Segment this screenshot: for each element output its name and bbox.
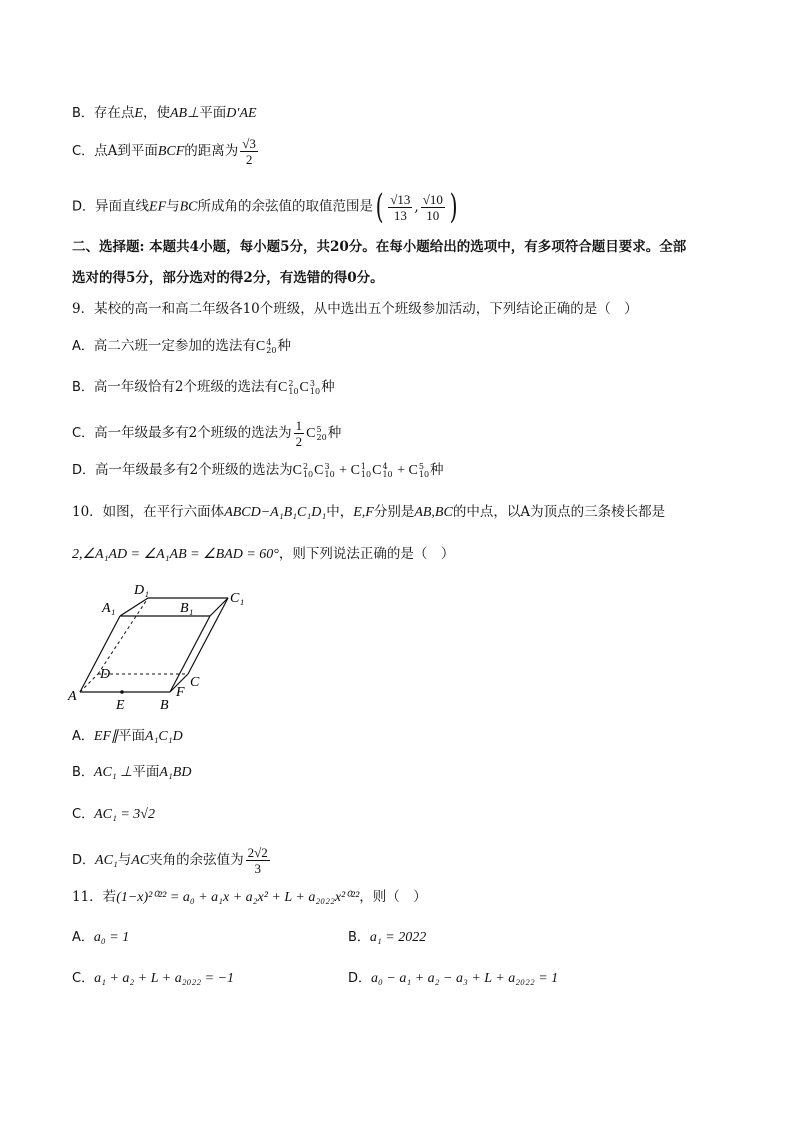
label-B1: B₁ xyxy=(180,601,194,616)
q10-stem-line2: 2,∠A₁AD = ∠A₁AB = ∠BAD = 60°，则下列说法正确的是（ ） xyxy=(72,546,455,562)
label-C1: C₁ xyxy=(230,591,245,606)
label-F: F xyxy=(176,685,185,700)
q9-option-d: D．高一年级最多有2个班级的选法为C 2 10 C 3 10 + C 1 10 C 4 10 + C 5 10 种 xyxy=(72,461,444,479)
q9-option-b: B．高一年级恰有2个班级的选法有C 2 10 C 3 10 种 xyxy=(72,378,335,396)
label-A1: A₁ xyxy=(102,601,116,616)
q8-option-b: B．存在点E，使AB⊥平面D′AE xyxy=(72,105,257,121)
q8-option-d: D．异面直线EF与BC所成角的余弦值的取值范围是 ( $\frac{√13}{13}$ , $\frac{√10}{10}$ ) xyxy=(72,187,458,227)
fraction: $\frac{√3}{2}$ xyxy=(242,136,256,167)
section-heading-line1: 二、选择题: 本题共4小题，每小题5分，共20分。在每小题给出的选项中，有多项符合题目要求。全部 xyxy=(72,239,687,255)
q11-option-a: A．a₀ = 1 xyxy=(72,930,130,945)
label-B: B xyxy=(160,698,169,713)
q9-option-a: A．高二六班一定参加的选法有C 4 20 种 xyxy=(72,337,291,355)
label-C: C xyxy=(190,675,200,690)
label-D: D xyxy=(100,667,111,682)
q10-option-b: B．AC₁ ⊥平面A₁BD xyxy=(72,764,192,780)
q8-option-c: C．点A到平面BCF的距离为 $\frac{√3}{2}$ xyxy=(72,136,256,167)
section-heading-line2: 选对的得5分，部分选对的得2分，有选错的得0分。 xyxy=(72,270,384,286)
q10-option-c: C．AC₁ = 3√2 xyxy=(72,807,155,822)
label-A: A xyxy=(68,689,77,704)
q11-option-b: B．a₁ = 2022 xyxy=(348,930,427,945)
q9-stem: 9．某校的高一和高二年级各10个班级，从中选出五个班级参加活动，下列结论正确的是（ ） xyxy=(72,301,638,317)
label-E: E xyxy=(116,698,125,713)
label-D1: D₁ xyxy=(134,583,149,598)
q11-option-d: D．a₀ − a₁ + a₂ − a₃ + L + a₂₀₂₂ = 1 xyxy=(348,971,559,986)
q9-option-c: C．高一年级最多有2个班级的选法为 $\frac{1}{2}$ C 5 20 种 xyxy=(72,418,342,449)
parallelepiped-figure xyxy=(66,578,256,714)
q11-stem: 11．若(1−x)²⁰²² = a₀ + a₁x + a₂x² + L + a₂₀₂₂x²⁰²²，则（ ） xyxy=(72,889,427,905)
q10-option-d: D．AC₁与AC夹角的余弦值为 $\frac{2√2}{3}$ xyxy=(72,845,268,876)
q10-stem-line1: 10．如图，在平行六面体ABCD−A₁B₁C₁D₁中，E,F分别是AB,BC的中点，以A为顶点的三条棱长都是 xyxy=(72,504,666,520)
q10-option-a: A．EF∥平面A₁C₁D xyxy=(72,728,183,744)
q11-option-c: C．a₁ + a₂ + L + a₂₀₂₂ = −1 xyxy=(72,971,235,986)
